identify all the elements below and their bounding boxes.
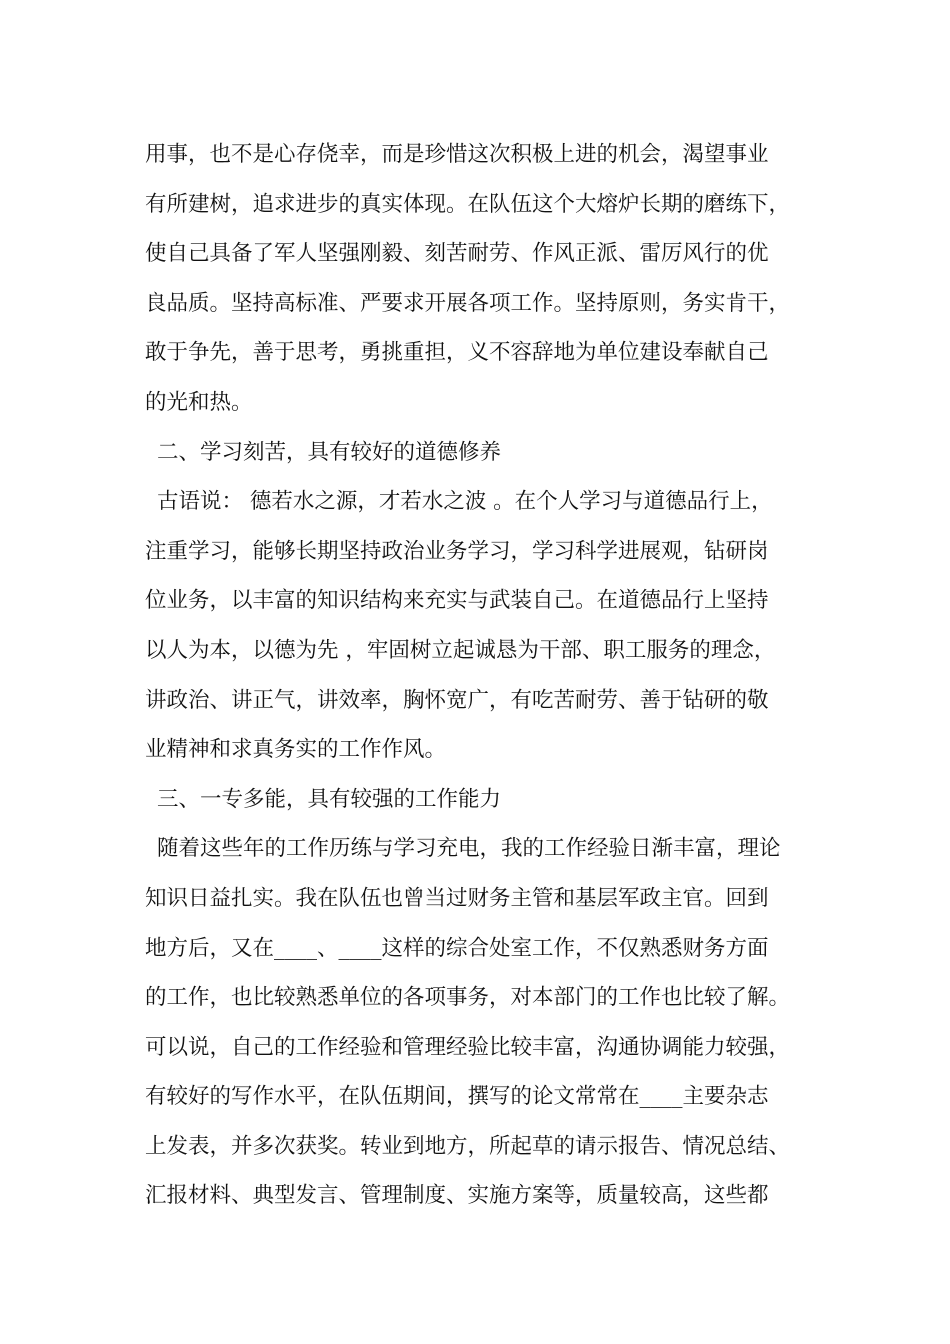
text-line: 良品质。坚持高标准、严要求开展各项工作。坚持原则，务实肯干，	[145, 290, 791, 316]
text-line: 可以说，自己的工作经验和管理经验比较丰富，沟通协调能力较强，	[145, 1034, 791, 1060]
document-text	[145, 130, 835, 1221]
text-line: 地方后，又在____、____这样的综合处室工作，不仅熟悉财务方面	[145, 935, 769, 961]
text-line: 注重学习，能够长期坚持政治业务学习，学习科学进展观，钻研岗	[145, 538, 769, 564]
text-line: 讲政治、讲正气，讲效率，胸怀宽广，有吃苦耐劳、善于钻研的敬	[145, 687, 769, 713]
text-line: 位业务，以丰富的知识结构来充实与武装自己。在道德品行上坚持	[145, 588, 769, 614]
section-heading: 三、一专多能，具有较强的工作能力	[157, 786, 502, 812]
text-line: 的工作，也比较熟悉单位的各项事务，对本部门的工作也比较了解。	[145, 985, 791, 1011]
text-line: 使自己具备了军人坚强刚毅、刻苦耐劳、作风正派、雷厉风行的优	[145, 241, 769, 267]
text-line: 敢于争先，善于思考，勇挑重担，义不容辞地为单位建设奉献自己	[145, 340, 769, 366]
text-line: 上发表，并多次获奖。转业到地方，所起草的请示报告、情况总结、	[145, 1133, 791, 1159]
text-line: 的光和热。	[145, 389, 253, 415]
text-line: 汇报材料、典型发言、管理制度、实施方案等，质量较高，这些都	[145, 1183, 769, 1209]
text-line: 业精神和求真务实的工作作风。	[145, 737, 447, 763]
text-line: 用事，也不是心存侥幸，而是珍惜这次积极上进的机会，渴望事业	[145, 142, 769, 167]
text-line: 有较好的写作水平，在队伍期间，撰写的论文常常在____主要杂志	[145, 1084, 769, 1110]
text-line: 知识日益扎实。我在队伍也曾当过财务主管和基层军政主官。回到	[145, 885, 769, 911]
section-heading: 二、学习刻苦，具有较好的道德修养	[157, 439, 502, 465]
text-line: 随着这些年的工作历练与学习充电，我的工作经验日渐丰富，理论	[157, 836, 781, 862]
text-line: 有所建树，追求进步的真实体现。在队伍这个大熔炉长期的磨练下，	[145, 191, 791, 217]
text-line: 古语说： 德若水之源，才若水之波 。在个人学习与道德品行上，	[157, 489, 773, 515]
text-line: 以人为本，以德为先 ，牢固树立起诚恳为干部、职工服务的理念，	[145, 637, 776, 663]
